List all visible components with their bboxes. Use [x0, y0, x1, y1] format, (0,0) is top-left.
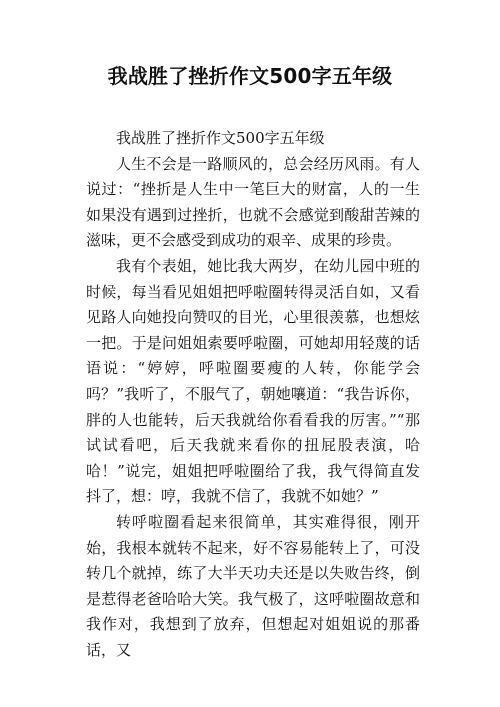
paragraph-subtitle: 我战胜了挫折作文500字五年级 — [116, 129, 325, 147]
document-title: 我战胜了挫折作文500字五年级 — [107, 64, 393, 88]
paragraph: 人生不会是一路顺风的，总会经历风雨。有人说过：“挫折是人生中一笔巨大的财富，人的一生如果没有遇到过挫折，也就不会感觉到酸甜苦辣的滋味，更不会感受到成功的艰辛、成果的珍贵。 — [86, 154, 420, 250]
paragraph: 我有个表姐，她比我大两岁，在幼儿园中班的时候，每当看见姐姐把呼啦圈转得灵活自如，又看见路人向她投向赞叹的目光，心里很羡慕，也想炫一把。于是问姐姐索要呼啦圈，可她却用轻蔑的话语说：“婷婷，呼啦圈要瘦的人转，你能学会吗？”我听了，不服气了，朝她嚷道：“我告诉你，胖的人也能转，后天我就给你看看我的厉害。”“那试试看吧，后天我就来看你的扭屁股表演，哈哈！”说完，姐姐把呼啦圈给了我，我气得简直发抖了，想：哼，我就不信了，我就不如她？” — [86, 256, 420, 506]
paragraph: 转呼啦圈看起来很简单，其实难得很，刚开始，我根本就转不起来，好不容易能转上了，可没转几个就掉，练了大半天功夫还是以失败告终，倒是惹得老爸哈哈大笑。我气极了，这呼啦圈故意和我作对，我想到了放弃，但想起对姐姐说的那番话，又 — [86, 512, 420, 659]
document-body — [86, 126, 420, 663]
